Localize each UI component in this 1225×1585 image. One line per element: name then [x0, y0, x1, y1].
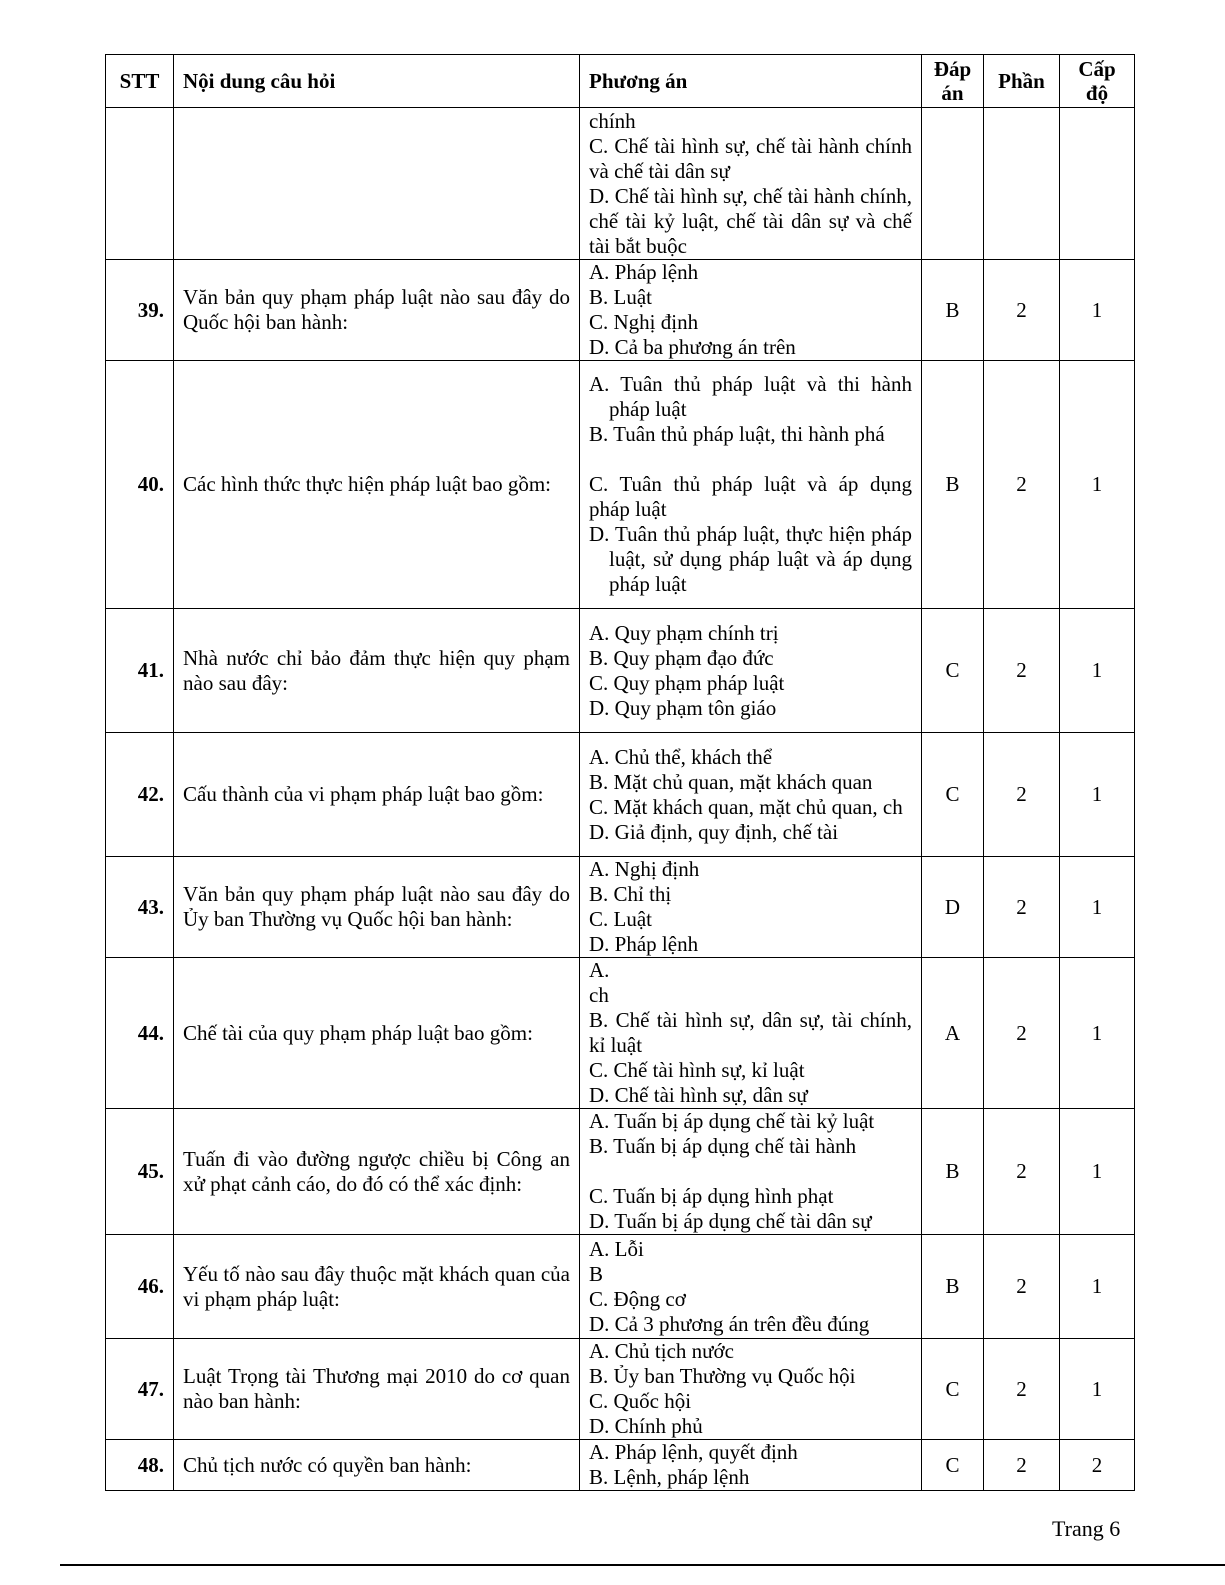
option-line: D. Quy phạm tôn giáo: [589, 695, 777, 720]
option-line: D. Cả 3 phương án trên đều đúng: [589, 1311, 870, 1336]
option-line: chính: [589, 108, 636, 133]
question-number: 41.: [106, 609, 174, 733]
options-cell: [580, 1440, 922, 1491]
options-cell: [580, 609, 922, 733]
answer-cell: B: [922, 361, 984, 609]
header-stt: STT: [106, 55, 174, 108]
option-line: A. Lỗi: [589, 1236, 644, 1261]
answer-cell: A: [922, 958, 984, 1109]
option-line: B. Luật: [589, 285, 652, 309]
table-row: [106, 1440, 1135, 1491]
options-cell: [580, 1109, 922, 1235]
options-cell: [580, 260, 922, 361]
option-line: D. Tuân thủ pháp luật, thực hiện pháp luật, sử dụng pháp luật và áp dụng pháp luật: [589, 522, 912, 596]
question-text: Nhà nước chỉ bảo đảm thực hiện quy phạm nào sau đây:: [174, 609, 580, 733]
question-text: Cấu thành của vi phạm pháp luật bao gồm:: [174, 733, 580, 857]
header-level: Cấp độ: [1060, 55, 1135, 108]
options-cell: [580, 857, 922, 958]
option-line: B. Quy phạm đạo đức: [589, 645, 774, 670]
question-text: Tuấn đi vào đường ngược chiều bị Công an xử phạt cảnh cáo, do đó có thể xác định:: [174, 1109, 580, 1235]
option-line: B. Chỉ thị: [589, 882, 672, 906]
answer-cell: B: [922, 1235, 984, 1339]
header-answer: Đáp án: [922, 55, 984, 108]
answer-cell: C: [922, 609, 984, 733]
option-line: C. Quy phạm pháp luật: [589, 670, 785, 695]
question-number: 43.: [106, 857, 174, 958]
question-text: Văn bản quy phạm pháp luật nào sau đây do Ủy ban Thường vụ Quốc hội ban hành:: [174, 857, 580, 958]
option-line: C. Tuân thủ pháp luật và áp dụng pháp luật: [589, 472, 912, 521]
answer-cell: B: [922, 260, 984, 361]
cell-options: [580, 108, 922, 260]
level-cell: 1: [1060, 361, 1135, 609]
part-cell: 2: [984, 1339, 1060, 1440]
table-row: [106, 733, 1135, 857]
table-row: [106, 1235, 1135, 1339]
option-line: C. Quốc hội: [589, 1389, 692, 1413]
option-line: ch: [589, 983, 609, 1007]
level-cell: 1: [1060, 1339, 1135, 1440]
question-number: 42.: [106, 733, 174, 857]
part-cell: 2: [984, 1235, 1060, 1339]
option-line: A. Tuân thủ pháp luật và thi hành pháp luật: [589, 372, 912, 421]
question-number: 40.: [106, 361, 174, 609]
part-cell: 2: [984, 1440, 1060, 1491]
cell-answer: [922, 108, 984, 260]
question-number: 44.: [106, 958, 174, 1109]
option-line: C. Chế tài hình sự, kỉ luật: [589, 1058, 805, 1082]
table-row: [106, 958, 1135, 1109]
options-cell: [580, 1235, 922, 1339]
question-number: 39.: [106, 260, 174, 361]
option-line: A. Pháp lệnh, quyết định: [589, 1440, 798, 1464]
table-row: [106, 609, 1135, 733]
option-line: C. Mặt khách quan, mặt chủ quan, ch: [589, 794, 903, 819]
option-gap: [589, 1159, 912, 1184]
level-cell: 1: [1060, 1109, 1135, 1235]
table-row: [106, 260, 1135, 361]
option-line: D. Giả định, quy định, chế tài: [589, 819, 839, 844]
question-number: 46.: [106, 1235, 174, 1339]
part-cell: 2: [984, 733, 1060, 857]
level-cell: 1: [1060, 857, 1135, 958]
header-question: Nội dung câu hỏi: [174, 55, 580, 108]
option-line: D. Chế tài hình sự, dân sự: [589, 1083, 808, 1107]
table-row: [106, 1109, 1135, 1235]
table-row-continuation: [106, 108, 1135, 260]
question-number: 45.: [106, 1109, 174, 1235]
part-cell: 2: [984, 260, 1060, 361]
part-cell: 2: [984, 1109, 1060, 1235]
option-line: C. Chế tài hình sự, chế tài hành chính và chế tài dân sự: [589, 133, 912, 183]
cell-level: [1060, 108, 1135, 260]
bottom-rule: [60, 1564, 1225, 1566]
level-cell: 1: [1060, 260, 1135, 361]
options-cell: [580, 958, 922, 1109]
option-line: D. Tuấn bị áp dụng chế tài dân sự: [589, 1209, 872, 1233]
level-cell: 2: [1060, 1440, 1135, 1491]
part-cell: 2: [984, 609, 1060, 733]
cell-part: [984, 108, 1060, 260]
page-number: Trang 6: [1052, 1516, 1121, 1541]
part-cell: 2: [984, 857, 1060, 958]
level-cell: 1: [1060, 609, 1135, 733]
part-cell: 2: [984, 361, 1060, 609]
option-line: A.: [589, 958, 610, 982]
option-line: C. Nghị định: [589, 310, 699, 334]
cell-stt: [106, 108, 174, 260]
question-text: Văn bản quy phạm pháp luật nào sau đây do Quốc hội ban hành:: [174, 260, 580, 361]
cell-question: [174, 108, 580, 260]
table-row: [106, 857, 1135, 958]
question-text: Chế tài của quy phạm pháp luật bao gồm:: [174, 958, 580, 1109]
header-options: Phương án: [580, 55, 922, 108]
option-line: D. Cả ba phương án trên: [589, 335, 796, 359]
answer-cell: D: [922, 857, 984, 958]
option-line: B. Chế tài hình sự, dân sự, tài chính, kỉ luật: [589, 1008, 912, 1057]
options-cell: [580, 733, 922, 857]
answer-cell: C: [922, 1339, 984, 1440]
option-line: B. Tuân thủ pháp luật, thi hành phá: [589, 422, 885, 446]
answer-cell: C: [922, 1440, 984, 1491]
table-row: [106, 361, 1135, 609]
question-number: 47.: [106, 1339, 174, 1440]
option-line: B. Lệnh, pháp lệnh: [589, 1465, 750, 1489]
option-line: C. Tuấn bị áp dụng hình phạt: [589, 1184, 834, 1208]
option-line: B: [589, 1261, 604, 1286]
option-line: A. Chủ tịch nước: [589, 1339, 734, 1363]
option-line: D. Pháp lệnh: [589, 932, 699, 956]
question-number: 48.: [106, 1440, 174, 1491]
question-text: Các hình thức thực hiện pháp luật bao gồm:: [174, 361, 580, 609]
options-cell: [580, 1339, 922, 1440]
table-row: [106, 1339, 1135, 1440]
question-text: Yếu tố nào sau đây thuộc mặt khách quan của vi phạm pháp luật:: [174, 1235, 580, 1339]
question-table: [105, 54, 1135, 1491]
answer-cell: C: [922, 733, 984, 857]
level-cell: 1: [1060, 733, 1135, 857]
options-cell: [580, 361, 922, 609]
option-line: D. Chế tài hình sự, chế tài hành chính, chế tài kỷ luật, chế tài dân sự và chế tài bắt buộc: [589, 183, 912, 258]
option-line: A. Nghị định: [589, 857, 700, 881]
header-part: Phần: [984, 55, 1060, 108]
option-line: C. Luật: [589, 907, 652, 931]
option-line: A. Quy phạm chính trị: [589, 620, 779, 645]
option-line: A. Pháp lệnh: [589, 260, 699, 284]
option-line: B. Tuấn bị áp dụng chế tài hành: [589, 1134, 857, 1158]
option-line: A. Tuấn bị áp dụng chế tài kỷ luật: [589, 1109, 875, 1133]
level-cell: 1: [1060, 958, 1135, 1109]
option-line: A. Chủ thể, khách thể: [589, 744, 773, 769]
part-cell: 2: [984, 958, 1060, 1109]
option-line: C. Động cơ: [589, 1286, 686, 1311]
option-line: D. Chính phủ: [589, 1414, 703, 1438]
header-row: [106, 55, 1135, 108]
option-line: B. Ủy ban Thường vụ Quốc hội: [589, 1364, 856, 1388]
answer-cell: B: [922, 1109, 984, 1235]
question-text: Chủ tịch nước có quyền ban hành:: [174, 1440, 580, 1491]
question-text: Luật Trọng tài Thương mại 2010 do cơ quan nào ban hành:: [174, 1339, 580, 1440]
level-cell: 1: [1060, 1235, 1135, 1339]
option-gap: [589, 447, 912, 472]
option-line: B. Mặt chủ quan, mặt khách quan: [589, 769, 873, 794]
